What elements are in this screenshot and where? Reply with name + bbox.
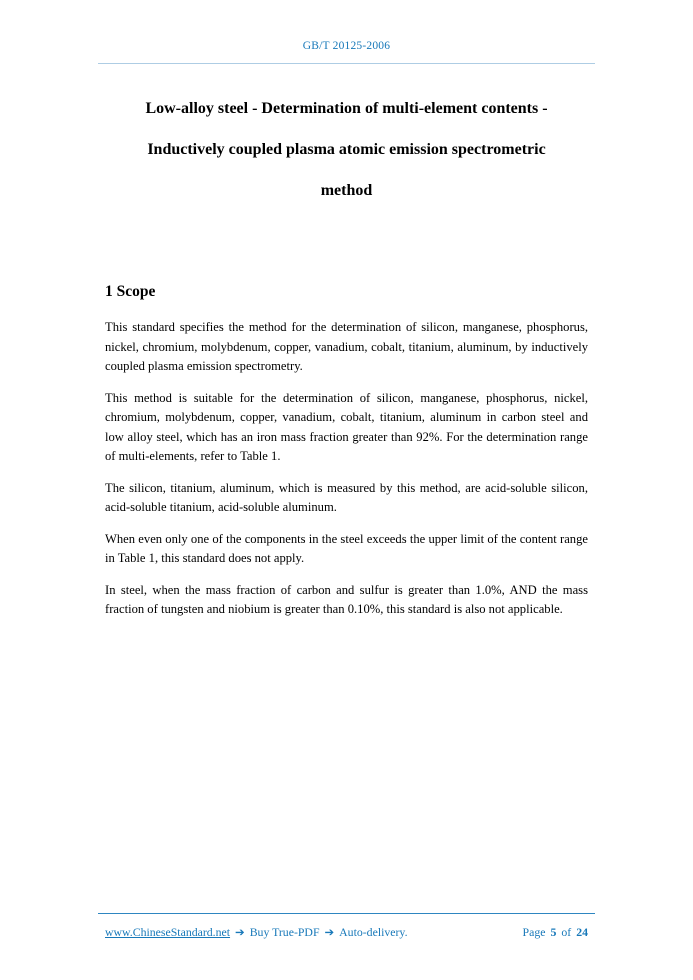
- document-title: [88, 88, 605, 211]
- scope-paragraph-3: The silicon, titanium, aluminum, which is measured by this method, are acid-soluble silicon, acid-soluble titanium, acid-soluble aluminum.: [105, 480, 588, 514]
- current-page-number: 5: [550, 925, 557, 939]
- scope-paragraph-1: This standard specifies the method for the determination of silicon, manganese, phosphorus, nickel, chromium, molybdenum, copper, vanadium, cobalt, titanium, aluminum, by inductively coupled plasma emission spectrometry.: [105, 320, 588, 373]
- chinesestandard-link[interactable]: www.ChineseStandard.net: [105, 925, 231, 939]
- buy-true-pdf-label: Buy True-PDF: [249, 925, 320, 939]
- title-line-2: Inductively coupled plasma atomic emission spectrometric: [147, 141, 546, 158]
- standard-code: GB/T 20125-2006: [302, 40, 391, 52]
- footer-divider: [98, 913, 595, 914]
- footer-row: [98, 925, 595, 940]
- section-heading-scope: 1 Scope: [105, 283, 156, 300]
- right-arrow-icon: ➔: [235, 927, 245, 939]
- of-label: of: [561, 925, 572, 939]
- total-page-number: 24: [576, 925, 588, 939]
- title-line-1: Low-alloy steel - Determination of multi-element contents -: [145, 100, 548, 117]
- right-arrow-icon: ➔: [324, 927, 335, 939]
- scope-paragraph-2: This method is suitable for the determination of silicon, manganese, phosphorus, nickel, chromium, molybdenum, copper, vanadium, cobalt, titanium, aluminum in carbon steel and low alloy steel, which has an iron mass fraction greater than 92%. For the determination range of multi-elements, refer to Table 1.: [105, 390, 588, 463]
- auto-delivery-label: Auto-delivery.: [339, 925, 408, 939]
- header-divider: [98, 63, 595, 64]
- title-line-3: method: [320, 182, 373, 199]
- page-indicator: [523, 925, 588, 940]
- page-label: Page: [522, 925, 546, 939]
- scope-body: [105, 318, 588, 620]
- scope-paragraph-5: In steel, when the mass fraction of carbon and sulfur is greater than 1.0%, AND the mass fraction of tungsten and niobium is greater than 0.10%, this standard is also not applicable.: [105, 582, 588, 616]
- page-footer: [98, 913, 595, 940]
- scope-paragraph-4: When even only one of the components in the steel exceeds the upper limit of the content range in Table 1, this standard does not apply.: [105, 531, 588, 565]
- page-header: [0, 0, 693, 64]
- footer-left-group: [105, 925, 408, 940]
